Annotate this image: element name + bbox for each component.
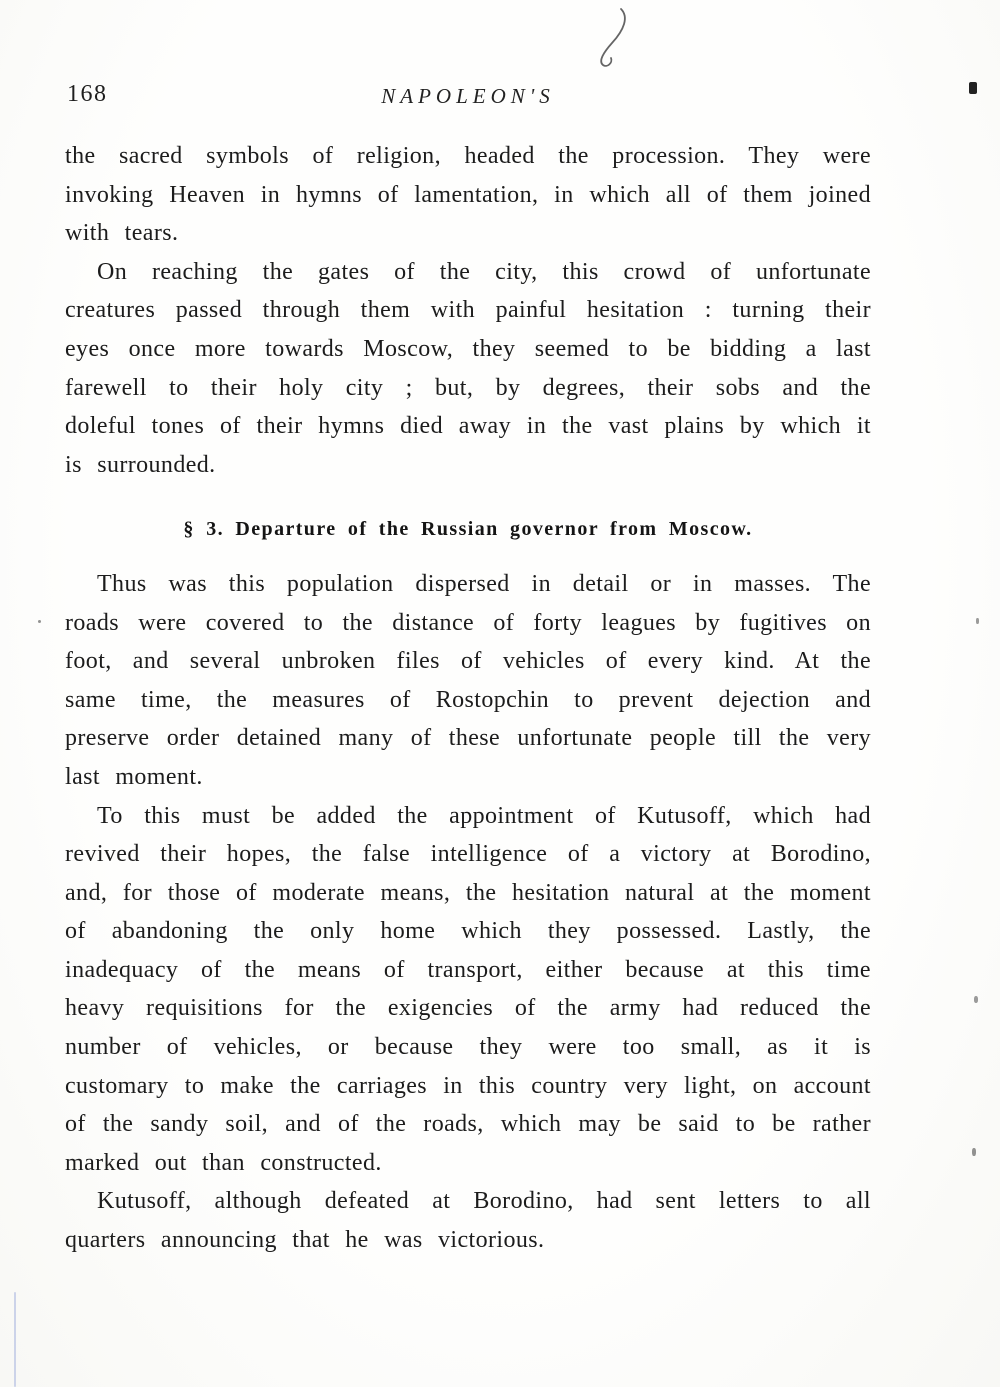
paragraph: Thus was this population dispersed in detail or in masses. The roads were covered to the distance of forty leagues by fugitives on foot, and several unbroken files of vehicles of every kind. At the same time, the measures of Rostopchin to prevent dejection and preserve order detained many of these unfortunate people till the very last moment. — [65, 570, 871, 790]
scan-speck — [972, 1148, 976, 1156]
paragraph: the sacred symbols of religion, headed the procession. They were invoking Heaven in hymns of lamentation, in which all of them joined with tears. — [65, 143, 871, 247]
scan-speck — [976, 618, 979, 624]
paragraph: To this must be added the appointment of Kutusoff, which had revived their hopes, the false intelligence of a victory at Borodino, and, for those of moderate means, the hesitation natural at the moment of abandoning the only home which they possessed. Lastly, the inadequacy of the means of transport, either because at this time heavy requisitions for the exigencies of the army had reduced the number of vehicles, or because they were too small, as it is customary to make the carriages in this country very light, on account of the sandy soil, and of the roads, which may be said to be rather marked out than constructed. — [65, 802, 871, 1176]
scan-speck — [974, 996, 978, 1003]
page-header — [65, 78, 871, 112]
scan-speck — [969, 82, 977, 94]
scan-streak — [14, 1292, 16, 1387]
paragraph: On reaching the gates of the city, this crowd of unfortunate creatures passed through them with painful hesitation : turning their eyes once more towards Moscow, they seemed to be bidding a last farewell to their holy city ; but, by degrees, their sobs and the doleful tones of their hymns died away in the vast plains by which it is surrounded. — [65, 258, 871, 478]
section-heading: § 3. Departure of the Russian governor from Moscow. — [183, 518, 753, 541]
running-header: NAPOLEON'S — [381, 84, 555, 108]
page-body — [65, 137, 871, 1260]
handwritten-mark — [588, 6, 634, 72]
page-number: 168 — [67, 81, 108, 107]
scan-speck — [38, 620, 41, 623]
paragraph: Kutusoff, although defeated at Borodino, had sent letters to all quarters announcing that he was victorious. — [65, 1188, 871, 1254]
